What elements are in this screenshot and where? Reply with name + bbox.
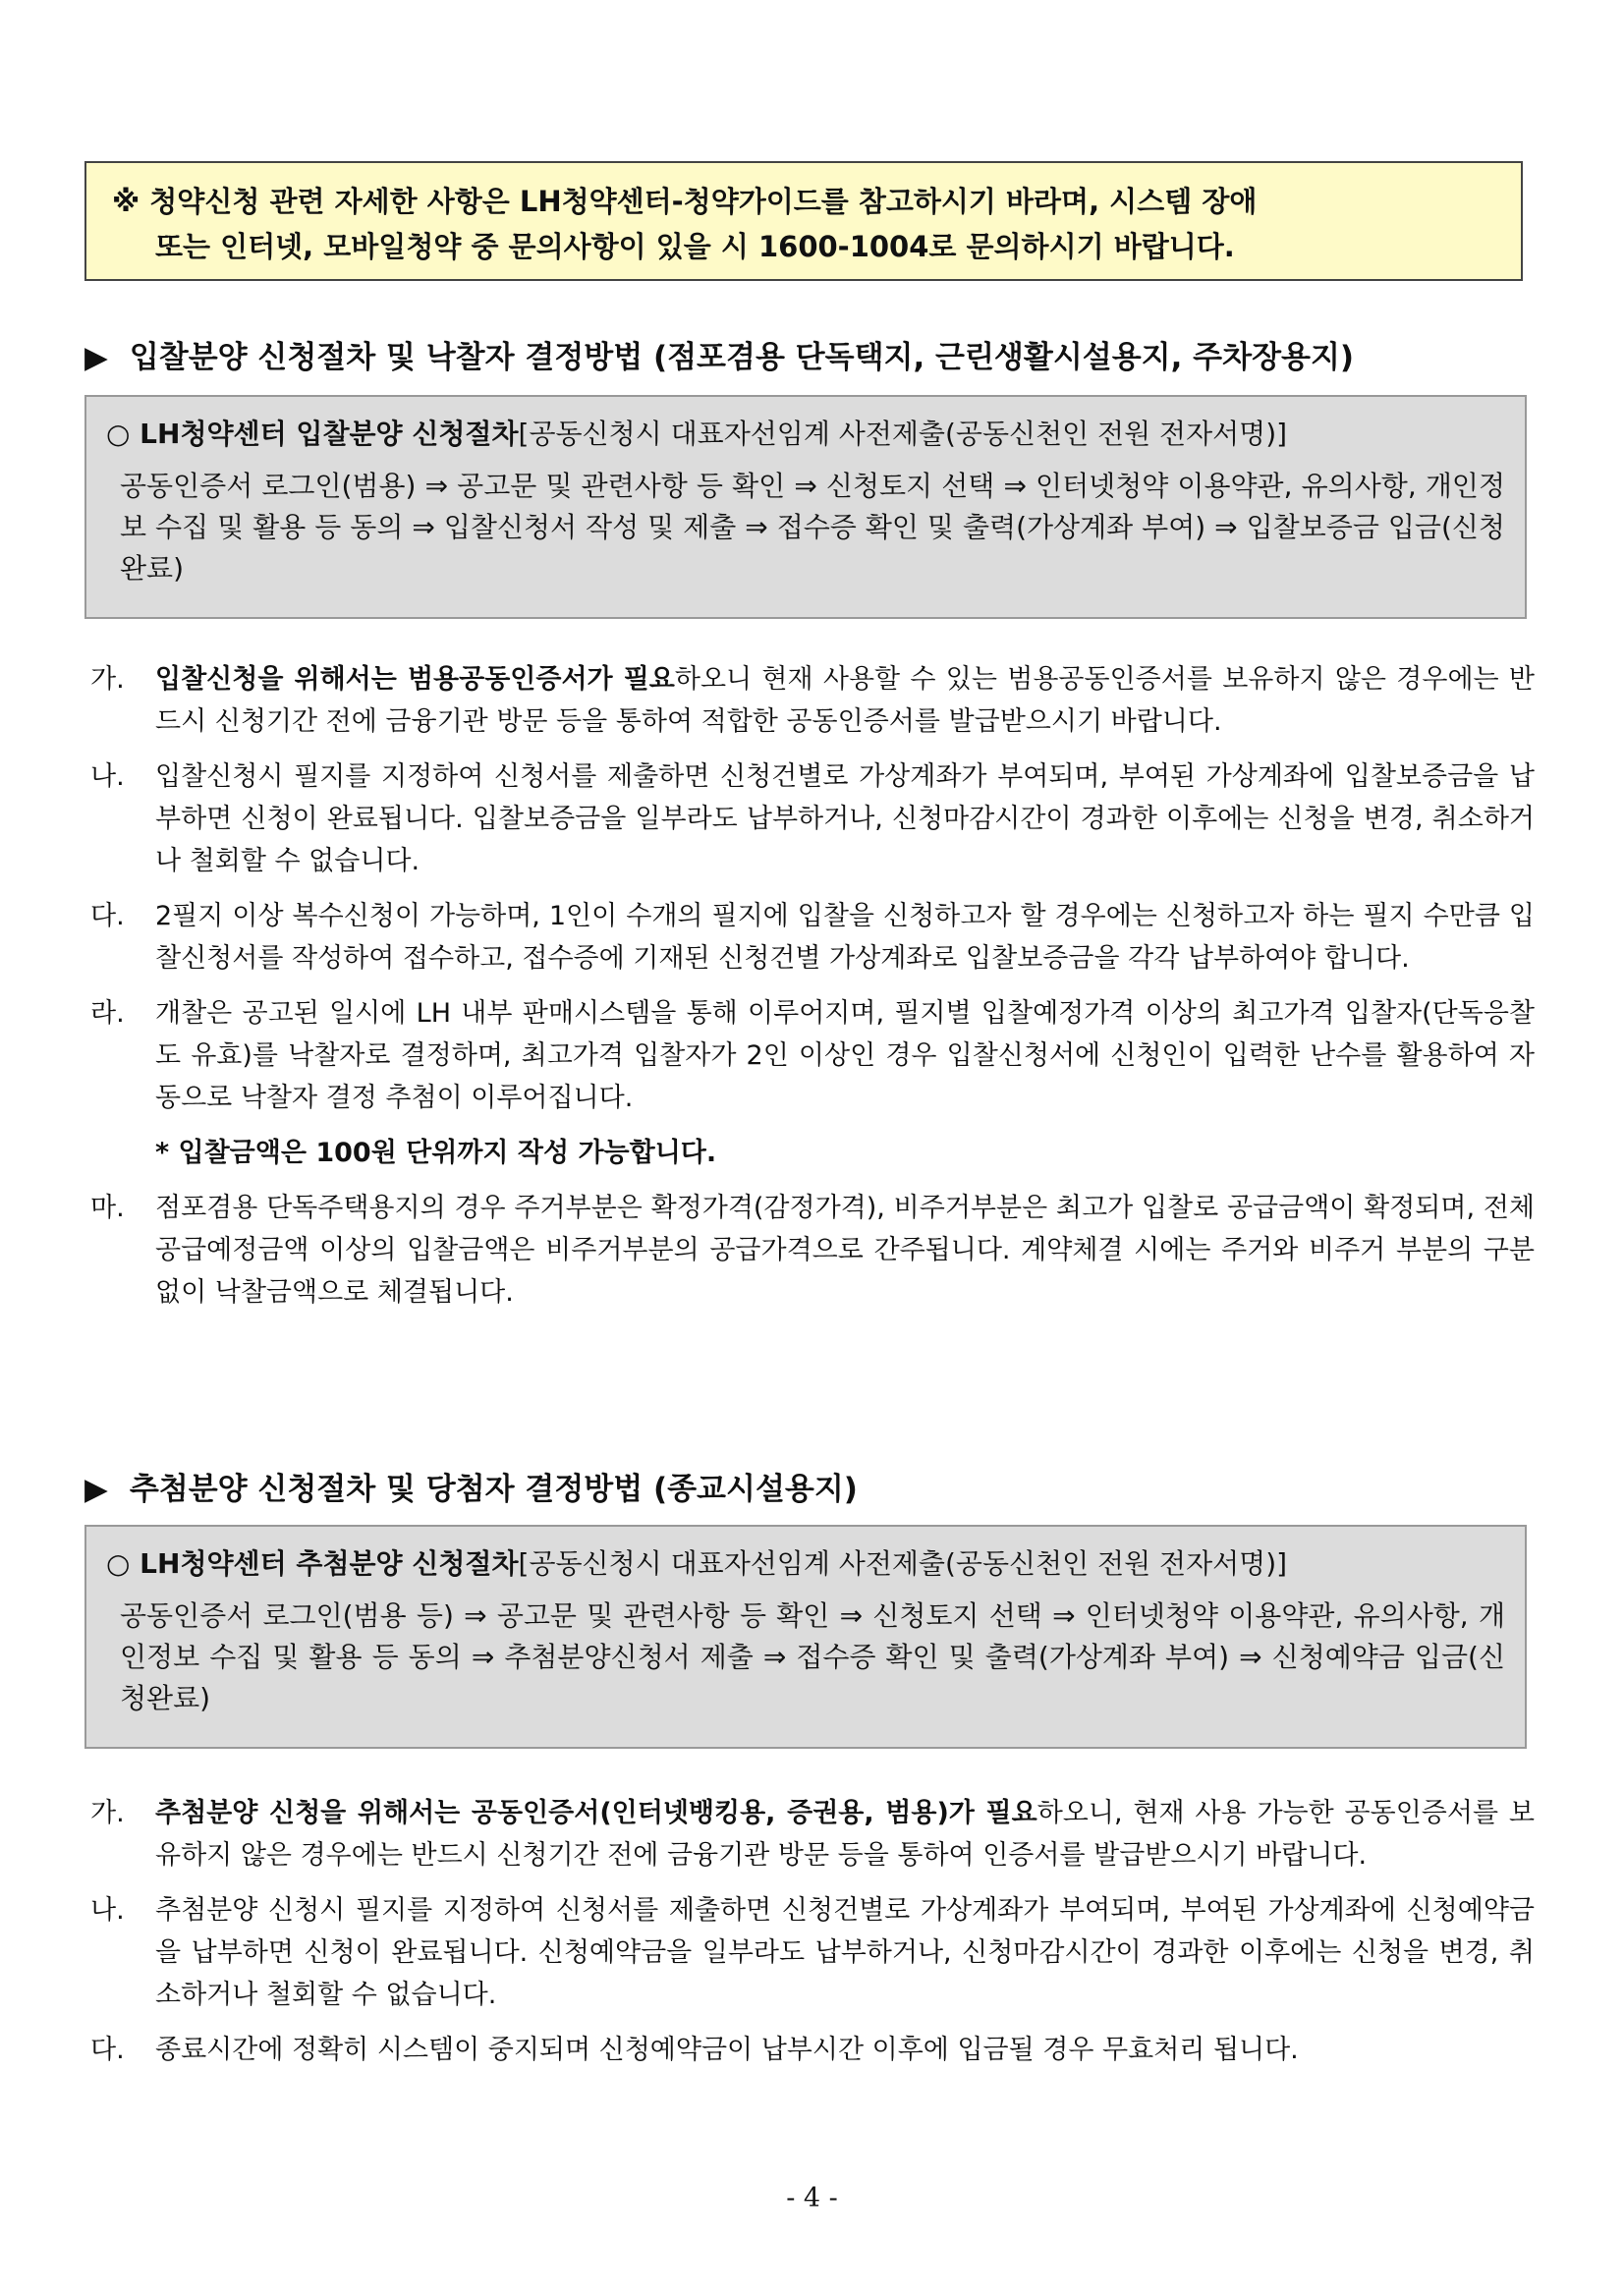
item-marker: 다. xyxy=(90,901,125,931)
item-bold-text: 입찰신청을 위해서는 범용공동인증서가 필요 xyxy=(155,664,675,695)
section-2-procedure-box xyxy=(84,1525,1527,1749)
section-1-title-text: 입찰분양 신청절차 및 낙찰자 결정방법 (점포겸용 단독택지, 근린생활시설용지, 주차장용지) xyxy=(129,340,1355,375)
notice-box xyxy=(84,161,1523,281)
item-text: 입찰신청시 필지를 지정하여 신청서를 제출하면 신청건별로 가상계좌가 부여되며, 부여된 가상계좌에 입찰보증금을 납부하면 신청이 완료됩니다. 입찰보증금을 일부라도 납부하거나, 신청마감시간이 경과한 이후에는 신청을 변경, 취소하거나 철회할 수 없습니다. xyxy=(155,761,1535,876)
list-item xyxy=(90,895,1535,980)
item-marker: 라. xyxy=(90,998,125,1029)
section-1-title xyxy=(84,332,1354,376)
section-1-procedure-box xyxy=(84,395,1527,619)
item-text: 추첨분양 신청시 필지를 지정하여 신청서를 제출하면 신청건별로 가상계좌가 부여되며, 부여된 가상계좌에 신청예약금을 납부하면 신청이 완료됩니다. 신청예약금을 일부라도 납부하거나, 신청마감시간이 경과한 이후에는 신청을 변경, 취소하거나 철회할 수 없습니다. xyxy=(155,1895,1535,2010)
procedure-box-heading-bold: ○ LH청약센터 추첨분양 신청절차 xyxy=(106,1547,519,1580)
section-2-title-text: 추첨분양 신청절차 및 당첨자 결정방법 (종교시설용지) xyxy=(129,1472,858,1507)
item-marker: 나. xyxy=(90,761,125,792)
section-1-items xyxy=(90,658,1535,1326)
item-marker: 가. xyxy=(90,664,125,695)
triangle-bullet-icon: ▶ xyxy=(84,1472,108,1507)
item-text: 2필지 이상 복수신청이 가능하며, 1인이 수개의 필지에 입찰을 신청하고자 할 경우에는 신청하고자 하는 필지 수만큼 입찰신청서를 작성하여 접수하고, 접수증에 기재된 신청건별 가상계좌로 입찰보증금을 각각 납부하여야 합니다. xyxy=(155,901,1535,974)
list-item xyxy=(90,1792,1535,1876)
item-text: 하오니, 현재 사용 가능한 공동인증서를 보유하지 않은 경우에는 반드시 신청기간 전에 금융기관 방문 등을 통하여 인증서를 발급받으시기 바랍니다. xyxy=(155,1798,1535,1871)
list-item xyxy=(90,2029,1535,2071)
list-item xyxy=(90,1889,1535,2016)
item-text: 하오니 현재 사용할 수 있는 범용공동인증서를 보유하지 않은 경우에는 반드시 신청기간 전에 금융기관 방문 등을 통하여 적합한 공동인증서를 발급받으시기 바랍니다. xyxy=(155,664,1535,737)
item-text: 종료시간에 정확히 시스템이 중지되며 신청예약금이 납부시간 이후에 입금될 경우 무효처리 됩니다. xyxy=(155,2035,1299,2065)
bid-amount-note: * 입찰금액은 100원 단위까지 작성 가능합니다. xyxy=(155,1138,717,1168)
procedure-steps: 공동인증서 로그인(범용) ⇒ 공고문 및 관련사항 등 확인 ⇒ 신청토지 선택 ⇒ 인터넷청약 이용약관, 유의사항, 개인정보 수집 및 활용 등 동의 ⇒ 입찰신청서 작성 및 제출 ⇒ 접수증 확인 및 출력(가상계좌 부여) ⇒ 입찰보증금 입금(신청완료) xyxy=(120,470,1505,585)
list-item xyxy=(90,658,1535,743)
procedure-box-heading-note: [공동신청시 대표자선임계 사전제출(공동신천인 전원 전자서명)] xyxy=(518,1547,1288,1580)
item-text: 점포겸용 단독주택용지의 경우 주거부분은 확정가격(감정가격), 비주거부분은 최고가 입찰로 공급금액이 확정되며, 전체 공급예정금액 이상의 입찰금액은 비주거부분의 공급가격으로 간주됩니다. 계약체결 시에는 주거와 비주거 부분의 구분 없이 낙찰금액으로 체결됩니다. xyxy=(155,1193,1535,1308)
section-2-title xyxy=(84,1464,858,1508)
procedure-box-heading-note: [공동신청시 대표자선임계 사전제출(공동신천인 전원 전자서명)] xyxy=(518,418,1288,450)
page-number: - 4 - xyxy=(786,2183,838,2213)
notice-line-2: 또는 인터넷, 모바일청약 중 문의사항이 있을 시 1600-1004로 문의하시기 바랍니다. xyxy=(155,230,1235,263)
item-text: 개찰은 공고된 일시에 LH 내부 판매시스템을 통해 이루어지며, 필지별 입찰예정가격 이상의 최고가격 입찰자(단독응찰도 유효)를 낙찰자로 결정하며, 최고가격 입찰자가 2인 이상인 경우 입찰신청서에 신청인이 입력한 난수를 활용하여 자동으로 낙찰자 결정 추첨이 이루어집니다. xyxy=(155,998,1535,1113)
item-bold-text: 추첨분양 신청을 위해서는 공동인증서(인터넷뱅킹용, 증권용, 범용)가 필요 xyxy=(155,1798,1037,1828)
procedure-box-heading-bold: ○ LH청약센터 입찰분양 신청절차 xyxy=(106,418,519,450)
procedure-steps: 공동인증서 로그인(범용 등) ⇒ 공고문 및 관련사항 등 확인 ⇒ 신청토지 선택 ⇒ 인터넷청약 이용약관, 유의사항, 개인정보 수집 및 활용 등 동의 ⇒ 추첨분양신청서 제출 ⇒ 접수증 확인 및 출력(가상계좌 부여) ⇒ 신청예약금 입금(신청완료) xyxy=(120,1599,1505,1714)
item-marker: 나. xyxy=(90,1895,125,1926)
list-item xyxy=(90,1187,1535,1314)
list-item xyxy=(90,992,1535,1119)
notice-line-1: ※ 청약신청 관련 자세한 사항은 LH청약센터-청약가이드를 참고하시기 바라며, 시스템 장애 xyxy=(112,185,1258,218)
item-marker: 마. xyxy=(90,1193,125,1223)
procedure-box-heading xyxy=(106,1544,1505,1584)
procedure-box-heading xyxy=(106,415,1505,454)
item-marker: 다. xyxy=(90,2035,125,2065)
triangle-bullet-icon: ▶ xyxy=(84,340,108,375)
item-marker: 가. xyxy=(90,1798,125,1828)
list-item xyxy=(90,756,1535,882)
section-2-items xyxy=(90,1792,1535,2084)
